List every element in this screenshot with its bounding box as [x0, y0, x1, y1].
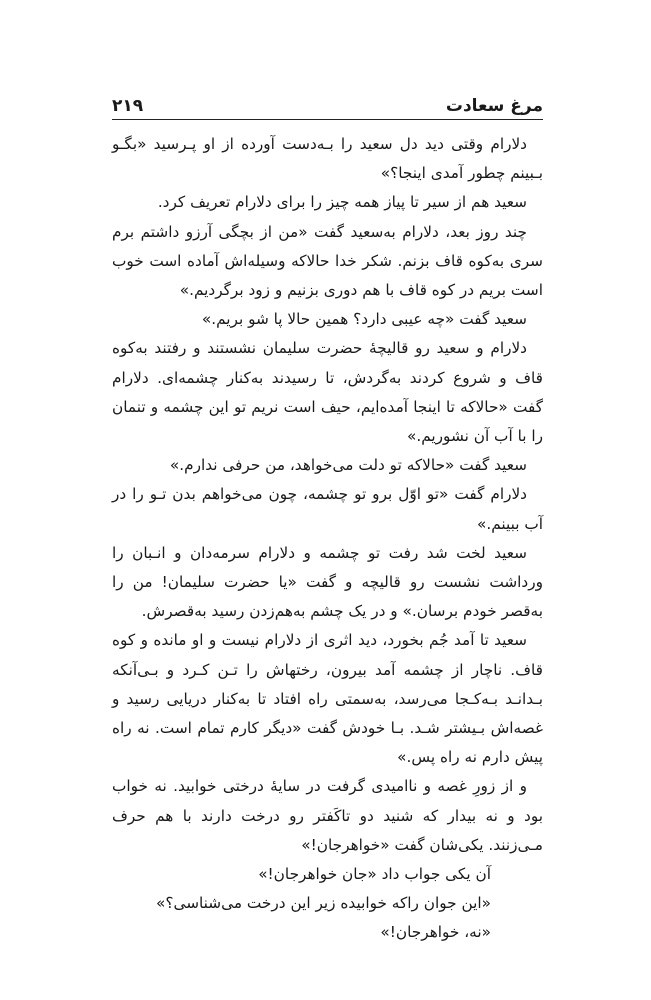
paragraph: سعید هم از سیر تا پیاز همه چیز را برای دلارام تعریف کرد.	[157, 193, 527, 212]
dialogue-line: «این جوان راکه خوابیده زیر این درخت می‌شناسی؟»	[155, 894, 491, 913]
paragraph: سعید تا آمد جُم بخورد، دید اثری از دلارام نیست و او مانده و کوه قاف. ناچار از چشمه آمد بیرون، رختهاش را تـن کـرد و بـی‌آنکه بـدانـد بـه‌کـجا می‌رسد، به‌سمتی راه افتاد تا به‌کنار دریایی رسید و غصه‌اش بـیشتر شـد. بـا خودش گفت «دیگر کارم تمام است. نه راه پیش دارم نه راه پس.»	[112, 631, 543, 767]
paragraph: دلارام گفت «تو اوّل برو تو چشمه، چون می‌خواهم بدن تـو را در آب ببینم.»	[112, 485, 543, 533]
dialogue-line: «نه، خواهرجان!»	[380, 923, 491, 942]
dialogue-line: آن یکی جواب داد «جان خواهرجان!»	[258, 865, 491, 884]
paragraph: سعید گفت «چه عیبی دارد؟ همین حالا پا شو بریم.»	[201, 310, 527, 329]
header-rule	[112, 119, 543, 120]
book-title: مرغ سعادت	[445, 96, 543, 116]
page-number: ۲۱۹	[112, 96, 144, 116]
paragraph: سعید گفت «حالاکه تو دلت می‌خواهد، من حرفی ندارم.»	[169, 456, 527, 475]
paragraph: سعید لخت شد رفت تو چشمه و دلارام سرمه‌دان و انـبان را ورداشت نشست رو قالیچه و گفت «یا حضرت سلیمان! من را به‌قصر خودم برسان.» و در یک چشم به‌هم‌زدن رسید به‌قصرش.	[112, 543, 543, 621]
running-header	[112, 93, 543, 117]
paragraph: چند روز بعد، دلارام به‌سعید گفت «من از بچگی آرزو داشتم برم سری به‌کوه قاف بزنم. شکر خدا حالاکه وسیله‌اش آماده است خوب است بریم در کوه قاف با هم دوری بزنیم و زود برگردیم.»	[112, 222, 543, 300]
paragraph: دلارام و سعید رو قالیچهٔ حضرت سلیمان نشستند و رفتند به‌کوه قاف و شروع کردند به‌گردش، تا رسیدند به‌کنار چشمه‌ای. دلارام گفت «حالا‌که تا اینجا آمده‌ایم، حیف است نریم تو این چشمه و تنمان را با آب آن نشوریم.»	[112, 339, 543, 446]
paragraph: دلارام وقتی دید دل سعید را بـه‌دست آورده از او پـرسید «بگـو بـبینم چطور آمدی اینجا؟»	[112, 135, 543, 183]
body-text	[112, 130, 543, 948]
paragraph: و از زورِ غصه و ناامیدی گرفت در سایهٔ درختی خوابید. نه خواب بود و نه بیدار که شنید دو تاکَفتر رو درخت دارند با هم حرف مـی‌زنند. یکی‌شان گفت «خواهرجان!»	[112, 777, 543, 854]
